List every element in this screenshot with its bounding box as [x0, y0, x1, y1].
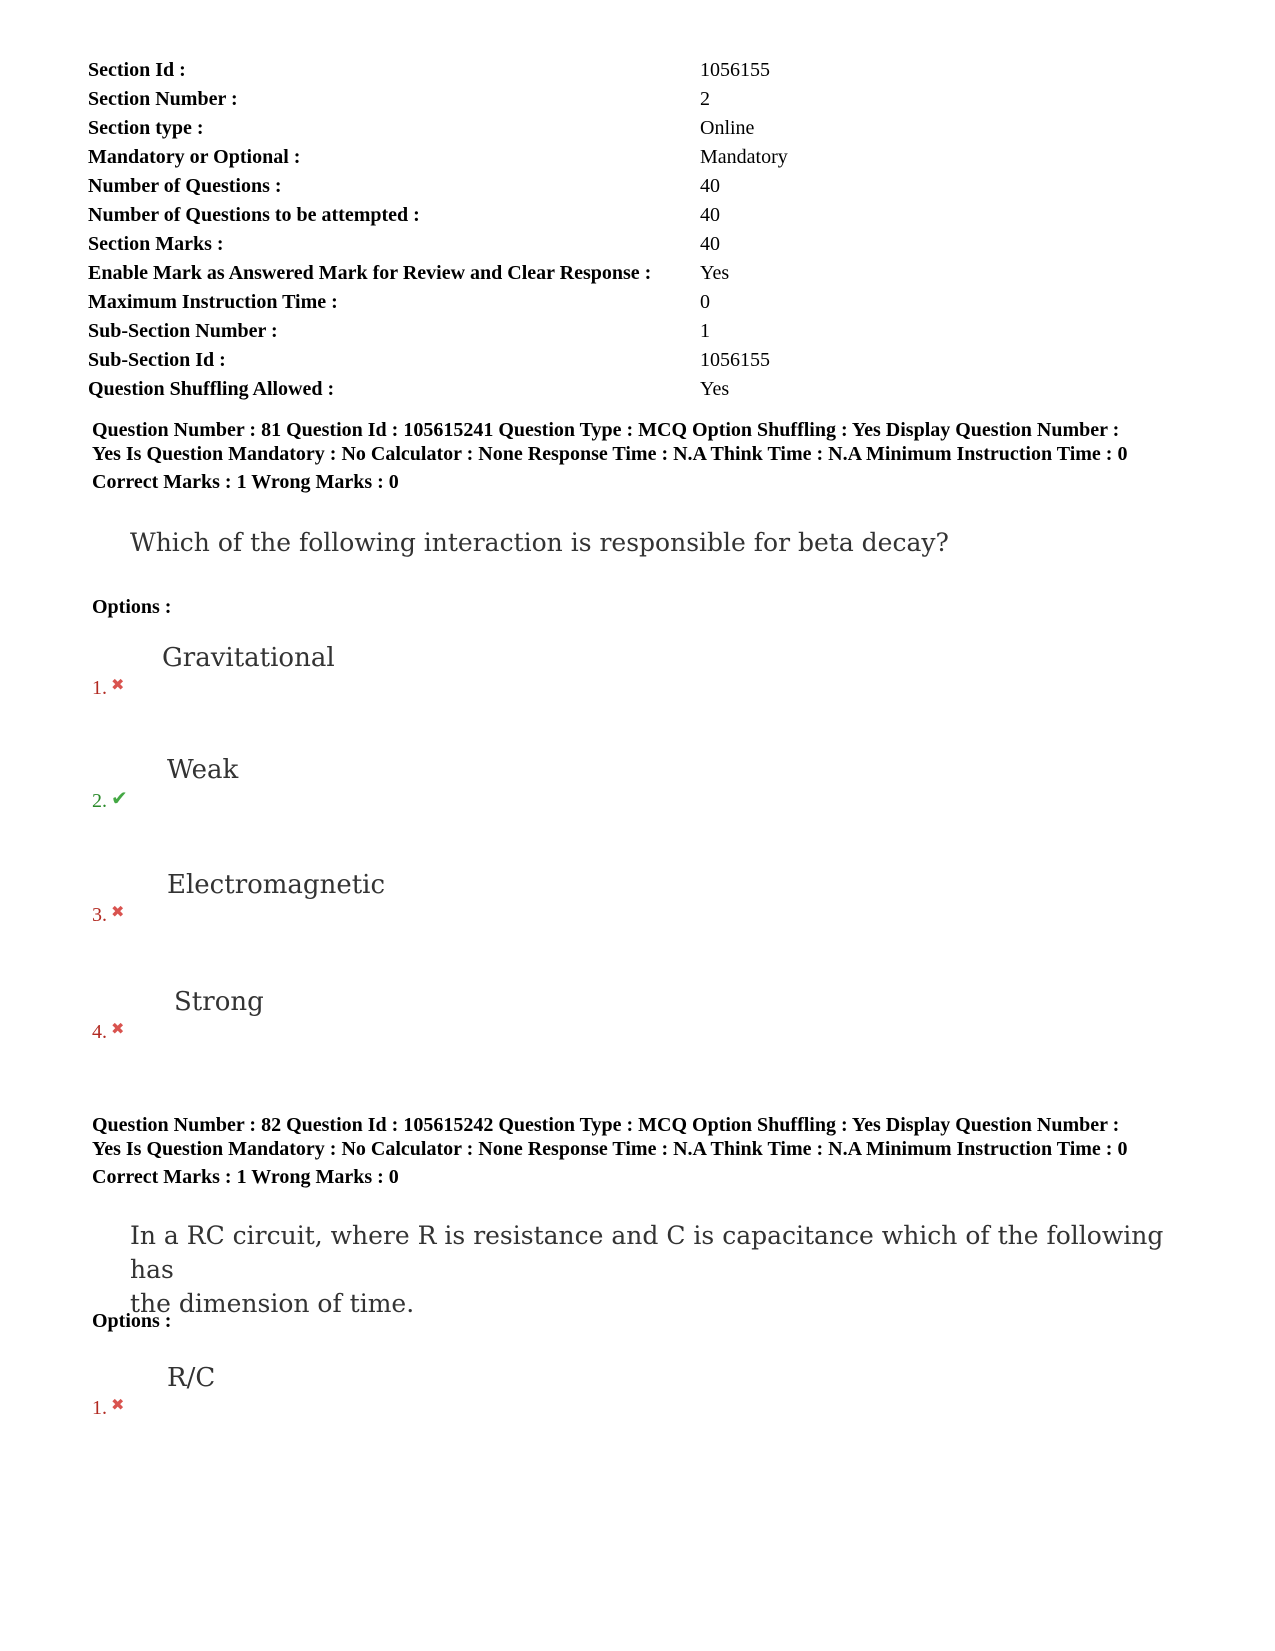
max-instruction-value: 0: [700, 291, 710, 313]
question-82: [92, 1113, 1202, 1453]
num-attempted-label: Number of Questions to be attempted :: [88, 204, 420, 226]
sub-section-number-row: [88, 317, 988, 346]
section-type-row: [88, 114, 988, 143]
num-questions-row: [88, 172, 988, 201]
shuffling-value: Yes: [700, 378, 730, 400]
option-1: [92, 1363, 692, 1443]
option-number: 4.: [92, 1021, 107, 1043]
section-number-label: Section Number :: [88, 88, 238, 110]
option-text: Gravitational: [162, 643, 335, 673]
question-meta-line-1: Question Number : 82 Question Id : 105615242 Question Type : MCQ Option Shuffling : Yes Display Question Number :: [92, 1114, 1120, 1136]
cross-icon: ✖: [111, 1019, 125, 1038]
enable-mark-label: Enable Mark as Answered Mark for Review and Clear Response :: [88, 262, 652, 284]
section-number-value: 2: [700, 88, 710, 110]
option-text: R/C: [167, 1363, 216, 1393]
option-marker: [92, 677, 124, 700]
section-id-row: [88, 56, 988, 85]
option-number: 3.: [92, 904, 107, 926]
shuffling-label: Question Shuffling Allowed :: [88, 378, 335, 400]
shuffling-row: [88, 375, 988, 404]
section-marks-label: Section Marks :: [88, 233, 224, 255]
section-marks-value: 40: [700, 233, 720, 255]
num-attempted-row: [88, 201, 988, 230]
option-4: [92, 987, 692, 1067]
option-marker: [92, 1397, 124, 1420]
option-3: [92, 870, 692, 950]
enable-mark-row: [88, 259, 988, 288]
question-meta-line-2: Yes Is Question Mandatory : No Calculator : None Response Time : N.A Think Time : N.A Minimum Instruction Time : 0: [92, 443, 1128, 465]
option-2: [92, 755, 692, 835]
option-number: 2.: [92, 789, 107, 812]
option-text: Strong: [174, 987, 264, 1017]
question-marks: Correct Marks : 1 Wrong Marks : 0: [92, 471, 399, 493]
question-meta-line-1: Question Number : 81 Question Id : 105615241 Question Type : MCQ Option Shuffling : Yes Display Question Number :: [92, 419, 1120, 441]
option-marker: [92, 1021, 124, 1044]
question-text: [130, 526, 1180, 560]
question-meta-line-2: Yes Is Question Mandatory : No Calculator : None Response Time : N.A Think Time : N.A Minimum Instruction Time : 0: [92, 1138, 1128, 1160]
options-label: Options :: [92, 596, 172, 618]
section-id-value: 1056155: [700, 59, 770, 81]
question-text: [130, 1219, 1180, 1321]
option-number: 1.: [92, 677, 107, 699]
sub-section-id-row: [88, 346, 988, 375]
section-info-table: [88, 56, 988, 404]
mandatory-value: Mandatory: [700, 146, 788, 168]
section-marks-row: [88, 230, 988, 259]
mandatory-label: Mandatory or Optional :: [88, 146, 301, 168]
enable-mark-value: Yes: [700, 262, 730, 284]
option-text: Weak: [167, 755, 239, 785]
section-type-value: Online: [700, 117, 755, 139]
cross-icon: ✖: [111, 902, 125, 921]
sub-section-number-label: Sub-Section Number :: [88, 320, 278, 342]
sub-section-id-value: 1056155: [700, 349, 770, 371]
max-instruction-row: [88, 288, 988, 317]
section-number-row: [88, 85, 988, 114]
cross-icon: ✖: [111, 1395, 125, 1414]
options-label: Options :: [92, 1310, 172, 1332]
sub-section-id-label: Sub-Section Id :: [88, 349, 226, 371]
question-81: [92, 418, 1202, 1068]
option-text: Electromagnetic: [167, 870, 386, 900]
section-id-label: Section Id :: [88, 59, 186, 81]
cross-icon: ✖: [111, 675, 125, 694]
num-questions-label: Number of Questions :: [88, 175, 282, 197]
num-questions-value: 40: [700, 175, 720, 197]
max-instruction-label: Maximum Instruction Time :: [88, 291, 338, 313]
mandatory-row: [88, 143, 988, 172]
section-type-label: Section type :: [88, 117, 204, 139]
sub-section-number-value: 1: [700, 320, 710, 342]
question-marks: Correct Marks : 1 Wrong Marks : 0: [92, 1166, 399, 1188]
num-attempted-value: 40: [700, 204, 720, 226]
question-text-line-1: In a RC circuit, where R is resistance and C is capacitance which of the following has: [130, 1221, 1164, 1284]
check-icon: ✔: [111, 786, 128, 810]
question-text-line-1: Which of the following interaction is responsible for beta decay?: [130, 528, 949, 557]
question-text-line-2: the dimension of time.: [130, 1289, 415, 1318]
option-marker: [92, 904, 124, 927]
option-marker: [92, 786, 128, 813]
option-number: 1.: [92, 1397, 107, 1419]
option-1: [92, 643, 692, 723]
